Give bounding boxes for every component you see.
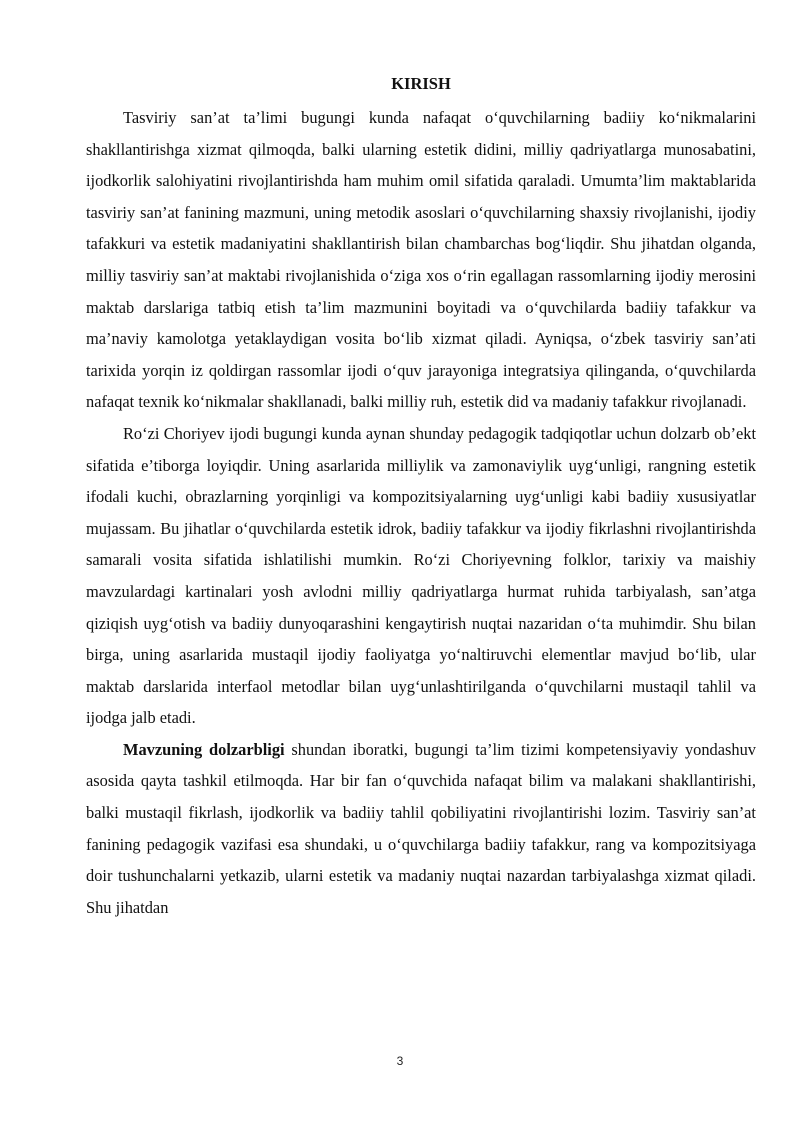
- paragraph-text: Tasviriy san’at ta’limi bugungi kunda nafaqat o‘quvchilarning badiiy ko‘nikmalarini shakllantirishga xizmat qilmoqda, balki ularning estetik didini, milliy qadriyatlarga munosabatini, ijodkorlik salohiyatini rivojlantirishda ham muhim omil sifatida qaraladi. Umumta’lim maktablarida tasviriy san’at fanining mazmuni, uning metodik asoslari o‘quvchilarning shaxsiy rivojlanishi, ijodiy tafakkuri va estetik madaniyatini shakllantirish bilan chambarchas bog‘liqdir. Shu jihatdan olganda, milliy tasviriy san’at maktabi rivojlanishida o‘ziga xos o‘rin egallagan rassomlarning ijodiy merosini maktab darslariga tatbiq etish ta’lim mazmunini boyitadi va o‘quvchilarda badiiy tafakkur va ma’naviy kamolotga yetaklaydigan vosita bo‘lib xizmat qiladi. Ayniqsa, o‘zbek tasviriy san’ati tarixida yorqin iz qoldirgan rassomlar ijodi o‘quv jarayoniga integratsiya qilinganda, o‘quvchilarda nafaqat texnik ko‘nikmalar shakllanadi, balki milliy ruh, estetik did va madaniy tafakkur rivojlanadi.: [86, 108, 756, 412]
- paragraph-choriyev: [86, 418, 756, 734]
- paragraph-relevance: [86, 734, 756, 924]
- paragraph-text: shundan iboratki, bugungi ta’lim tizimi kompetensiyaviy yondashuv asosida qayta tashkil etilmoqda. Har bir fan o‘quvchida nafaqat bilim va malakani shakllantirishi, balki mustaqil fikrlash, ijodkorlik va badiiy tahlil qobiliyatini rivojlantirishi lozim. Tasviriy san’at fanining pedagogik vazifasi esa shundaki, u o‘quvchilarga badiiy tafakkur, rang va kompozitsiyaga doir tushunchalarni yetkazib, ularni estetik va madaniy nuqtai nazardan tarbiyalashga xizmat qiladi. Shu jihatdan: [86, 739, 756, 917]
- paragraph-text: Ro‘zi Choriyev ijodi bugungi kunda aynan shunday pedagogik tadqiqotlar uchun dolzarb ob’ekt sifatida e’tiborga loyiqdir. Uning asarlarida milliylik va zamonaviylik uyg‘unligi, rangning estetik ifodali kuchi, obrazlarning yorqinligi va kompozitsiyalarning uyg‘unligi kabi badiiy xususiyatlar mujassam. Bu jihatlar o‘quvchilarda estetik idrok, badiiy tafakkur va ijodiy fikrlashni rivojlantirishda samarali vosita sifatida ishlatilishi mumkin. Ro‘zi Choriyevning folklor, tarixiy va maishiy mavzulardagi kartinalari yosh avlodni milliy qadriyatlarga hurmat ruhida tarbiyalash, san’atga qiziqish uyg‘otish va badiiy dunyoqarashini kengaytirish nuqtai nazaridan o‘ta muhimdir. Shu bilan birga, uning asarlarida mustaqil ijodiy faoliyatga yo‘naltiruvchi elementlar mavjud bo‘lib, ular maktab darslarida interfaol metodlar bilan uyg‘unlashtirilganda o‘quvchilarni mustaqil tahlil va ijodga jalb etadi.: [86, 423, 756, 728]
- paragraph-intro: [86, 102, 756, 418]
- page-number: 3: [396, 1054, 404, 1068]
- section-title: KIRISH: [391, 74, 451, 93]
- paragraph-lead-bold: Mavzuning dolzarbligi: [123, 739, 285, 759]
- page-content: [86, 72, 756, 923]
